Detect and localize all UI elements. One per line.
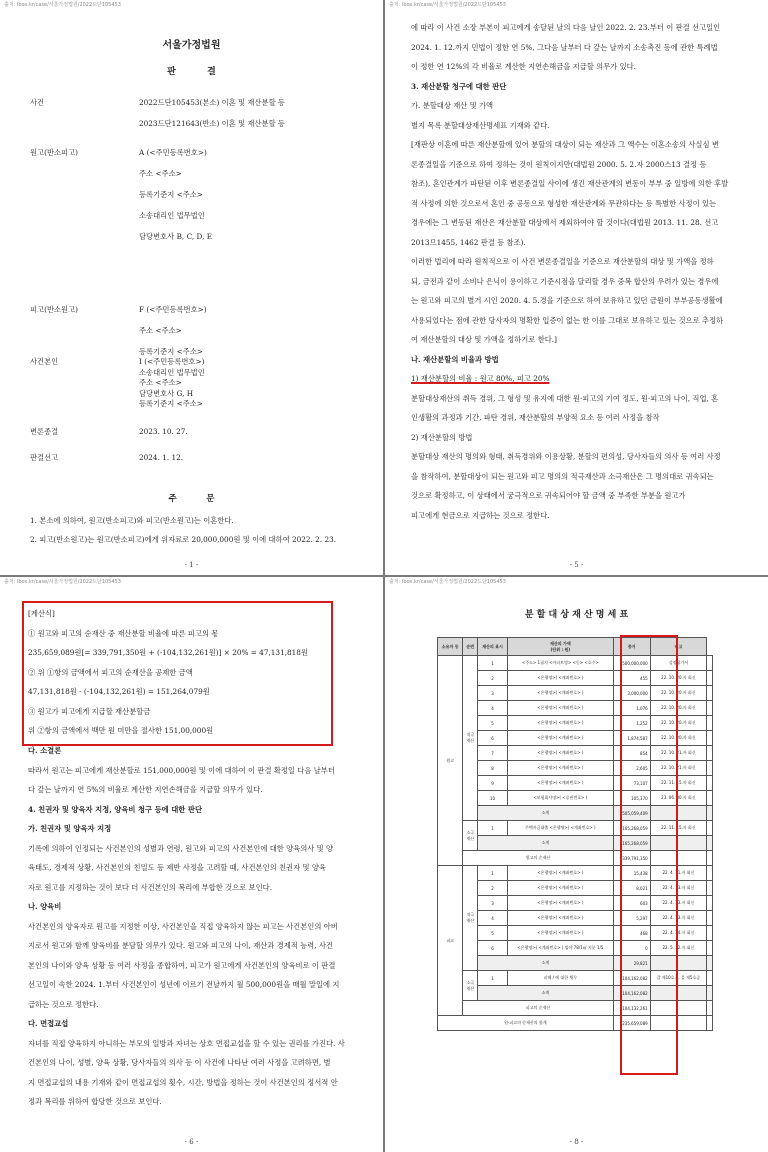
party-label: 변론종결 [30,427,59,436]
body-line: 2013므1455, 1462 판결 등 참조). [411,237,526,247]
body-line: 나. 양육비 [28,902,62,911]
item-value: 1,252 [613,716,650,731]
calc-line: ③ 원고가 피고에게 지급할 재산분할금 [28,706,151,716]
body-line: 되, 금전과 같이 소비나 은닉이 용이하고 기준시점을 달리할 경우 중복 합산의 우려가 있는 경우에 [411,276,719,286]
body-line: 에 따라 이 사건 소장 부본이 피고에게 송달된 날의 다음 날인 2022. 2. 23.부터 이 판결 선고일인 [411,23,721,32]
body-line: 지 면접교섭의 내용 기재와 같이 면접교섭의 횟수, 시간, 방법을 정하는 것이 사건본인의 정서적 안 [28,1077,338,1087]
body-line: 적 사정에 의한 것으로서 혼인 중 공동으로 형성한 재산관계와 무관하다는 등 특별한 사정이 있는 [411,198,717,208]
item-evidence: 22. 10. 20.자 회신 [650,701,706,716]
item-description: <은행명>( <계좌번호> ) [507,896,613,911]
item-number: 6 [478,941,508,956]
item-evidence: 22. 10. 20.자 회신 [650,716,706,731]
item-description: <주소> 1필지 <아파트명> <동> <호수> [507,656,613,671]
item-note [707,911,713,926]
calculation-formula [28,604,308,741]
item-value: 73,107 [613,776,650,791]
body-line: 것으로 확정하고, 이 상태에서 궁극적으로 귀속되어야 할 금액 중 부족한 부분을 원고가 [411,491,686,500]
division-ratio-line: 1) 재산분할의 비율 : 원고 80%, 피고 20% [411,374,550,383]
group-label: 소극 재산 [463,821,478,851]
item-description: <은행명>( <계좌번호> ) 임야 78/1㎡ 지분 1/5 [507,941,613,956]
item-evidence: 22. 4. 11.자 회신 [650,866,706,881]
party-detail: I (<주민등록번호>) [139,357,205,366]
body-line: 경우에는 그 변동된 재산은 재산분할 대상에서 제외하여야 할 것이다(대법원 2013. 11. 28. 선고 [411,218,719,227]
body-line: 인생활의 과정과 기간, 파탄 경위, 재산분할의 부양적 요소 등 여러 사정을 참작 [411,413,660,422]
group-label: 적극 재산 [463,866,478,971]
party-detail: 담당변호사 G, H [139,389,194,398]
item-number: 2 [478,671,508,686]
item-note [707,731,713,746]
item-value: 165,268,059 [613,821,650,836]
item-note [707,881,713,896]
body-line: 다. 면접교섭 [28,1019,69,1028]
item-note [707,656,713,671]
party-detail: 등록기준지 <주소> [139,190,203,199]
calc-line: ① 원고와 피고의 순재산 중 재산분할 비율에 따른 피고의 몫 [28,628,219,638]
calc-line: 235,659,089원[= 339,791,350원 + (-104,132,261원)] × 20% = 47,131,818원 [28,648,309,657]
order-line-2: 2. 피고(반소원고)는 원고(반소피고)에게 위자료로 20,000,000원 및 이에 대하여 2022. 2. 23. [30,535,337,544]
body-line: 론종결일을 기준으로 하여 정하는 것이 원칙이지만(대법원 2000. 5. 2.자 2000스13 결정 등 [411,159,707,169]
net-label: 원고의 순재산 [463,851,613,866]
item-number: 5 [478,716,508,731]
body-line: 참조), 혼인관계가 파탄된 이후 변론종결일 사이에 생긴 재산관계의 변동이 부부 중 일방에 의한 후발 [411,179,729,188]
body-line: 사용되었다는 점에 관한 당사자의 명확한 입증이 없는 한 이를 그대로 보유하고 있는 것으로 추정하 [411,315,724,325]
group-label: 적극 재산 [463,656,478,821]
source-header: 출처: lbox.kr/case/서울가정법원/2022드단105453 [389,2,506,8]
item-evidence: 22. 4. 13.자 회신 [650,881,706,896]
column-header: 증거 [613,638,650,656]
source-header: 출처: lbox.kr/case/서울가정법원/2022드단105453 [389,579,506,585]
item-note [707,821,713,836]
source-header: 출처: lbox.kr/case/서울가정법원/2022드단105453 [4,579,121,585]
body-line: 가. 분할대상 재산 및 가액 [411,101,494,110]
item-value: 8,021 [613,881,650,896]
item-note [707,791,713,806]
item-number: 6 [478,731,508,746]
column-header: 비고 [650,638,706,656]
group-label: 소극 재산 [463,971,478,1001]
column-header: 순번 [463,638,478,656]
item-number: 3 [478,686,508,701]
source-header: 출처: lbox.kr/case/서울가정법원/2022드단105453 [4,2,121,8]
joint-net-value: 235,659,089 [613,1016,650,1031]
item-number: 9 [478,776,508,791]
subtotal-value: 104,162,082 [613,986,650,1001]
subtotal-label: 소계 [478,806,614,821]
item-number: 10 [478,791,508,806]
item-value: 2,605 [613,761,650,776]
order-title: 주 문 [168,494,215,504]
item-number: 5 [478,926,508,941]
judgment-page-5 [385,0,768,575]
subtotal-note [707,956,713,971]
item-description: 주택자금대출 <은행명>( <계좌번호> ) [507,821,613,836]
item-evidence: 22. 4. 13.자 회신 [650,896,706,911]
item-note [707,746,713,761]
net-label: 피고의 순재산 [463,1001,613,1016]
body-line: 2024. 1. 12.까지 민법이 정한 연 5%, 그다음 날부터 다 갚는 날까지 소송촉진 등에 관한 특례법 [411,42,718,52]
calc-line: 47,131,818원 - (-104,132,261원) = 151,264,079원 [28,687,210,696]
party-detail: 담당변호사 B, C, D, E [139,232,213,241]
item-description: <은행명>( <계좌번호> ) [507,881,613,896]
page-number: - 1 - [184,561,199,569]
item-number: 3 [478,896,508,911]
body-line: [재판상 이혼에 따른 재산분할에 있어 분할의 대상이 되는 재산과 그 액수는 이혼소송의 사실심 변 [411,140,719,149]
item-evidence: 22. 10. 20.자 회신 [650,731,706,746]
body-line: 나. 재산분할의 비율과 방법 [411,354,499,364]
body-line: 이러한 법리에 따라 원칙적으로 이 사건 변론종결일을 기준으로 재산분할의 대상 및 가액을 정하 [411,257,714,266]
item-description: <보험회사명>( <증권번호> ) [507,791,613,806]
subtotal-note [707,986,713,1001]
party-label: 판결선고 [30,453,59,462]
party-detail: A (<주민등록번호>) [139,148,207,157]
body-line: 본인의 나이와 양육 상황 등 여러 사정을 종합하여, 피고가 원고에게 사건본인의 양육비로 이 판결 [28,960,336,970]
body-line: 사건본인의 양육자로 원고를 지정한 이상, 사건본인을 직접 양육하지 않는 피고는 사건본인의 아버 [28,921,338,931]
item-number: 7 [478,746,508,761]
party-label: 사건 [30,98,45,107]
item-description: <은행명>( <계좌번호> ) [507,866,613,881]
body-line: 자로 원고를 지정하는 것이 보다 더 사건본인의 복리에 부합한 것으로 보인다. [28,882,273,892]
item-evidence: 감정평가서 [650,656,706,671]
item-number: 1 [478,821,508,836]
item-note [707,926,713,941]
party-detail: 소송대리인 법무법인 [139,211,205,220]
item-evidence: 갑 제10호증, 을 제5호증 [650,971,706,986]
item-description: 피해 / 에 대한 채무 [507,971,613,986]
column-header: 재산의 표시 [478,638,508,656]
item-value: 15,438 [613,866,650,881]
body-line: 는 원고와 피고의 별거 시인 2020. 4. 5.경을 기준으로 하여 보유하고 있던 금원이 부부공동생활에 [411,296,723,305]
party-detail: 소송대리인 법무법인 [139,368,205,377]
item-note [707,671,713,686]
item-note [707,686,713,701]
party-label: 피고(반소원고) [30,305,78,314]
court-name: 서울가정법원 [162,40,221,51]
body-line: 육태도, 경제적 상황, 사건본인의 친밀도 등 제반 사정을 고려할 때, 사건본인의 친권자 및 양육 [28,863,326,872]
item-evidence: 23. 06. 30.자 회신 [650,791,706,806]
body-line: 다. 소결론 [28,746,62,755]
body-line: 정과 복리를 위하여 합당한 것으로 보인다. [28,1097,162,1106]
item-value: 500,000,000 [613,656,650,671]
body-line: 여 재산분할의 대상 및 가액을 정하기로 한다.] [411,335,557,344]
item-value: 0 [613,941,650,956]
item-note [707,971,713,986]
item-description: <은행명>( <계좌번호> ) [507,671,613,686]
net-note [707,1001,713,1016]
item-description: <은행명>( <계좌번호> ) [507,761,613,776]
body-line: 선고일이 속한 2024. 1.부터 사건본인이 성년에 이르기 전날까지 월 500,000원을 매월 말일에 지 [28,980,340,989]
joint-net-note [707,1016,713,1031]
body-line: 분할대상재산의 취득 경위, 그 형성 및 유지에 대한 원·피고의 기여 정도, 원·피고의 나이, 직업, 혼 [411,393,719,403]
page-number: - 6 - [184,1138,199,1146]
body-line: 분할대상 재산의 명의와 형태, 취득경위와 이용상황, 분할의 편의성, 당사자들의 의사 등 여러 사정 [411,452,721,461]
party-detail: 2023드단121643(반소) 이혼 및 재산분할 등 [139,119,285,128]
item-description: <은행명>( <계좌번호> ) [507,746,613,761]
item-note [707,761,713,776]
item-description: <은행명>( <계좌번호> ) [507,926,613,941]
item-value: 1,874,587 [613,731,650,746]
party-detail: 등록기준지 <주소> [139,347,203,356]
item-evidence: 22. 4. 13.자 회신 [650,911,706,926]
body-line: 지로서 원고와 함께 양육비를 분담할 의무가 있다. 원고와 피고의 나이, 재산과 경제적 능력, 사건 [28,941,333,950]
judgment-page-8 [385,577,768,1152]
party-detail: 주소 <주소> [139,378,182,387]
item-note [707,716,713,731]
subtotal-note [707,836,713,851]
item-value: 3,000,000 [613,686,650,701]
page-6-body [28,741,375,1112]
item-note [707,701,713,716]
item-evidence: 22. 10. 20.자 회신 [650,686,706,701]
net-value: 339,791,350 [613,851,650,866]
body-line: 이 정한 연 12%의 각 비율로 계산한 지연손해금을 지급할 의무가 있다. [411,62,636,71]
item-evidence: 22. 5. 12.자 회신 [650,941,706,956]
body-line: 다 갚는 날까지 연 5%의 비율로 계산한 지연손해금을 지급할 의무가 있다. [28,785,263,794]
net-note [707,851,713,866]
item-number: 4 [478,701,508,716]
column-header: 재산의 가액 (단위 : 원) [507,638,613,656]
item-number: 8 [478,761,508,776]
party-detail: 주소 <주소> [139,169,182,178]
item-note [707,941,713,956]
item-description: <은행명>( <계좌번호> ) [507,776,613,791]
body-line: 4. 친권자 및 양육자 지정, 양육비 청구 등에 대한 판단 [28,804,202,814]
party-detail: 등록기준지 <주소> [139,399,203,408]
asset-table-title: 분 할 대 상 재 산 명 세 표 [524,610,629,620]
item-number: 1 [478,656,508,671]
item-value: 104,162,082 [613,971,650,986]
document-type: 판 결 [167,67,216,77]
page-number: - 8 - [569,1138,584,1146]
item-value: 468 [613,926,650,941]
item-value: 5,297 [613,911,650,926]
page-5-body [411,18,758,525]
item-number: 1 [478,866,508,881]
body-line: 건본인의 나이, 성별, 양육 상황, 당사자들의 의사 등 이 사건에 나타난 여러 사정을 고려하면, 별 [28,1058,331,1067]
order-line-1: 1. 본소에 의하여, 원고(반소피고)와 피고(반소원고)는 이혼한다. [30,516,234,525]
body-line: 기록에 의하여 인정되는 사건본인의 성별과 연령, 원고와 피고의 사건본인에 대한 양육의사 및 양 [28,843,334,853]
subtotal-label: 소계 [478,986,614,1001]
item-evidence: 22. 10. 20.자 회신 [650,671,706,686]
judgment-page-6 [0,577,383,1152]
owner-label: 원고 [438,656,463,866]
item-description: <은행명>( <계좌번호> ) [507,731,613,746]
page-number: - 5 - [569,561,584,569]
item-number: 1 [478,971,508,986]
calc-line: 위 ②항의 금액에서 백만 원 미만을 절사한 151,00,000원 [28,726,214,735]
body-line: 급하는 것으로 정한다. [28,999,99,1009]
subtotal-value: 29,821 [613,956,650,971]
body-line: 피고에게 현금으로 지급하는 것으로 정한다. [411,510,550,520]
item-value: 1,076 [613,701,650,716]
subtotal-value: 165,268,059 [613,836,650,851]
item-description: <은행명>( <계좌번호> ) [507,686,613,701]
party-detail: 2023. 10. 27. [139,427,188,436]
item-description: <은행명>( <계좌번호> ) [507,701,613,716]
column-header: 소유자 등 [438,638,463,656]
body-line: 별지 목록 분할대상재산명세표 기재와 같다. [411,120,550,130]
body-line: 따라서 원고는 피고에게 재산분할로 151,000,000원 및 이에 대하여 이 판결 확정일 다음 날부터 [28,765,335,775]
party-detail: 2024. 1. 12. [139,453,184,462]
party-label: 사건본인 [30,357,59,366]
item-number: 2 [478,881,508,896]
subtotal-label: 소계 [478,836,614,851]
body-line: 가. 친권자 및 양육자 지정 [28,824,112,833]
item-evidence: 22. 10. 21.자 회신 [650,761,706,776]
calc-line: [계산식] [28,609,55,618]
item-value: 603 [613,896,650,911]
party-detail: 2022드단105453(본소) 이혼 및 재산분할 등 [139,98,285,107]
item-note [707,896,713,911]
item-evidence: 22. 11. 15.자 회신 [650,821,706,836]
item-evidence: 22. 11. 15.자 회신 [650,776,706,791]
body-line: 자녀를 직접 양육하지 아니하는 부모의 일방과 자녀는 상호 면접교섭을 할 수 있는 권리를 가진다. 사 [28,1038,345,1048]
item-note [707,776,713,791]
item-evidence: 22. 10. 21.자 회신 [650,746,706,761]
party-detail: 주소 <주소> [139,326,182,335]
party-label: 원고(반소피고) [30,148,78,157]
body-line: 3. 재산분할 청구에 대한 판단 [411,81,507,91]
item-description: <은행명>( <계좌번호> ) [507,911,613,926]
calc-line: ② 위 ①항의 금액에서 피고의 순재산을 공제한 금액 [28,667,193,677]
joint-net-label: 원·피고의 순재산의 합계 [438,1016,614,1031]
subtotal-value: 505,059,409 [613,806,650,821]
item-value: 455 [613,671,650,686]
item-description: <은행명>( <계좌번호> ) [507,716,613,731]
item-value: 105,370 [613,791,650,806]
body-line: 을 참작하여, 분할대상이 되는 원고와 피고 명의의 적극재산과 소극재산은 그 명의대로 귀속되는 [411,471,714,481]
judgment-page-1 [0,0,383,575]
subtotal-note [707,806,713,821]
owner-label: 피고 [438,866,463,1016]
body-line: 2) 재산분할의 방법 [411,432,473,442]
net-value: -104,132,261 [613,1001,650,1016]
evidence-column-highlight [620,635,678,1075]
party-detail: F (<주민등록번호>) [139,305,207,314]
subtotal-label: 소계 [478,956,614,971]
item-evidence: 22. 4. 14.자 회신 [650,926,706,941]
item-note [707,866,713,881]
item-value: 854 [613,746,650,761]
item-number: 4 [478,911,508,926]
